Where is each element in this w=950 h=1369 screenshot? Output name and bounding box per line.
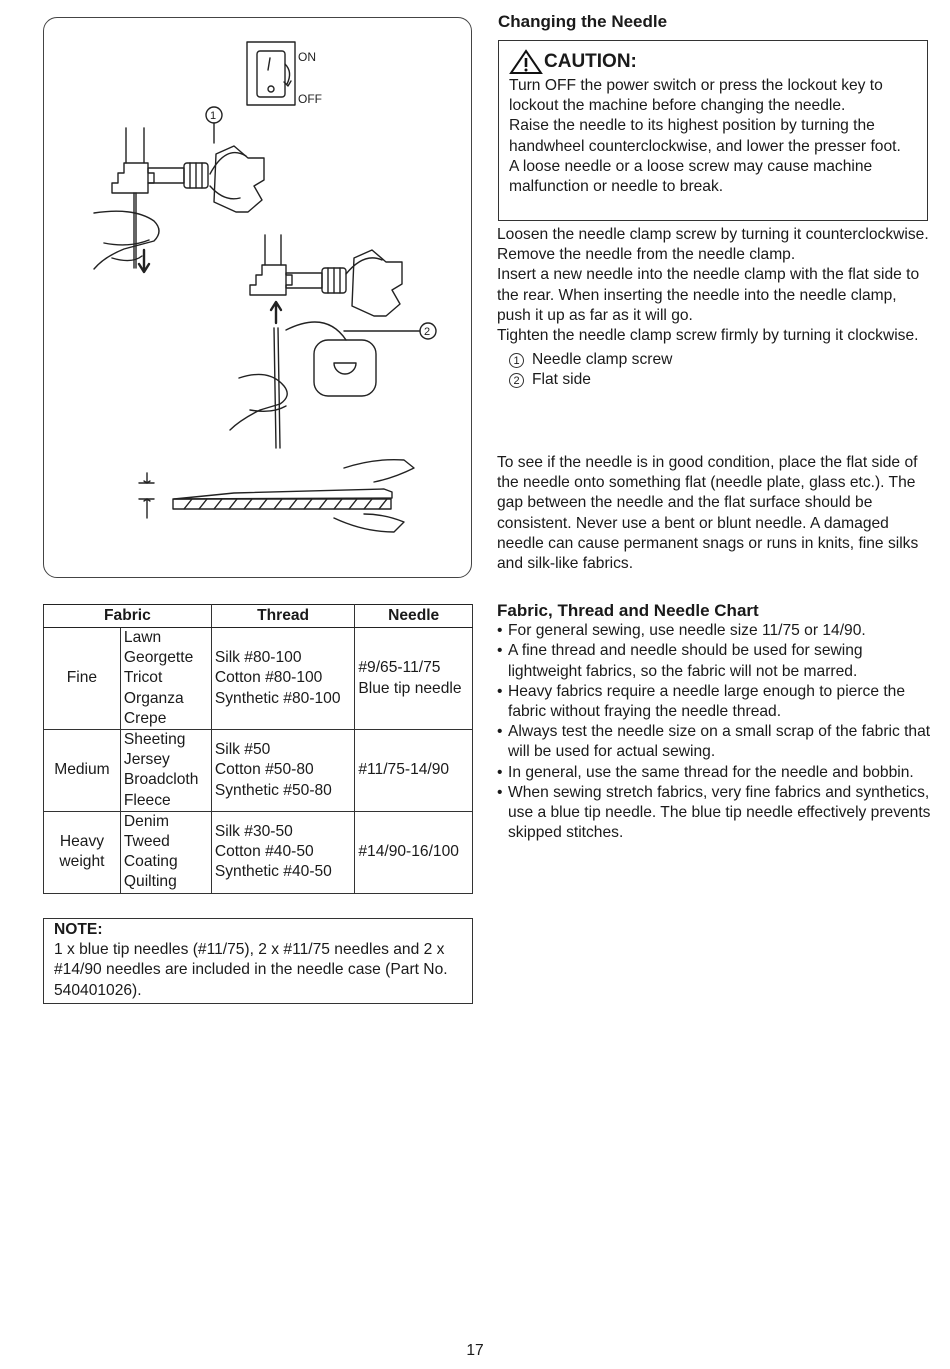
fabric-name: Organza xyxy=(123,689,184,707)
needle-condition-text xyxy=(497,453,932,574)
note-text: 1 x blue tip needles (#11/75), 2 x #11/75 needles and 2 x #14/90 needles are included in the needle case (Part No. 540401026). xyxy=(54,941,448,999)
list-item: • Always test the needle size on a small scrap of the fabric that will be used for actual sewing. xyxy=(497,722,933,762)
header-needle: Needle xyxy=(355,605,473,628)
fabric-name: Quilting xyxy=(123,873,177,891)
table-row xyxy=(44,628,473,730)
caution-text-3: A loose needle or a loose screw may cause machine malfunction or needle to break. xyxy=(509,157,873,196)
chart-section-title: Fabric, Thread and Needle Chart xyxy=(497,601,759,620)
needle-cell xyxy=(355,811,473,893)
needle-spec: #14/90-16/100 xyxy=(358,843,459,861)
needle-illustration-panel xyxy=(43,17,472,578)
caution-text-1: Turn OFF the power switch or press the lockout key to lockout the machine before changing the needle. xyxy=(509,77,883,115)
thread-spec: Silk #80-100 xyxy=(214,649,302,667)
fabric-name: Tweed xyxy=(123,833,170,851)
weight-cell xyxy=(44,811,121,893)
switch-off-label: OFF xyxy=(298,92,322,106)
caution-text-2: Raise the needle to its highest position by turning the handwheel counterclockwise, and lower the presser foot. xyxy=(509,117,901,155)
caution-title: CAUTION: xyxy=(544,50,637,72)
legend-item xyxy=(509,370,929,390)
caution-heading xyxy=(509,49,917,75)
fabric-thread-needle-table xyxy=(43,604,473,894)
chart-bullet-list xyxy=(497,621,933,843)
fabric-name: Sheeting xyxy=(123,731,186,749)
fabric-name: Jersey xyxy=(123,751,170,769)
caution-box xyxy=(498,40,928,221)
table-row xyxy=(44,730,473,812)
power-switch-icon xyxy=(247,42,295,105)
chart-section xyxy=(497,601,933,843)
callout-1-number: 1 xyxy=(210,110,217,122)
section-title-changing-needle: Changing the Needle xyxy=(498,12,668,31)
needle-cell xyxy=(355,730,473,812)
header-fabric: Fabric xyxy=(44,605,212,628)
fabric-name: Coating xyxy=(123,853,178,871)
warning-triangle-icon xyxy=(509,49,543,75)
fabric-name: Fleece xyxy=(123,791,171,809)
thread-spec: Cotton #50-80 xyxy=(214,761,314,779)
fabric-name: Georgette xyxy=(123,649,194,667)
thread-spec: Silk #50 xyxy=(214,741,271,759)
note-title: NOTE: xyxy=(54,921,103,938)
thread-spec: Cotton #80-100 xyxy=(214,669,323,687)
legend-label: Needle clamp screw xyxy=(532,351,673,369)
thread-spec: Silk #30-50 xyxy=(214,822,293,840)
thread-cell xyxy=(211,811,355,893)
list-item: • For general sewing, use needle size 11/75 or 14/90. xyxy=(497,621,933,641)
thread-spec: Synthetic #80-100 xyxy=(214,689,341,707)
weight-cell: Fine xyxy=(44,628,121,730)
needle-cell xyxy=(355,628,473,730)
step-1: Loosen the needle clamp screw by turning it counterclockwise. Remove the needle from the needle clamp. xyxy=(497,226,929,264)
legend xyxy=(497,350,929,390)
switch-on-label: ON xyxy=(298,50,316,64)
fabrics-cell xyxy=(120,811,211,893)
table-header-row xyxy=(44,605,473,628)
weight-cell: Medium xyxy=(44,730,121,812)
thread-spec: Synthetic #40-50 xyxy=(214,863,332,881)
needle-spec: #9/65-11/75 xyxy=(358,659,441,677)
note-box xyxy=(43,918,473,1004)
fabrics-cell xyxy=(120,730,211,812)
legend-number: 1 xyxy=(509,353,524,368)
header-thread: Thread xyxy=(211,605,355,628)
callout-2-number: 2 xyxy=(424,326,431,338)
step-2: Insert a new needle into the needle clamp with the flat side to the rear. When inserting the needle into the needle clamp, push it up as far as it will go. xyxy=(497,266,920,324)
needle-change-steps xyxy=(497,225,929,391)
list-item: • Heavy fabrics require a needle large enough to pierce the fabric without fraying the needle thread. xyxy=(497,682,933,722)
table-row xyxy=(44,811,473,893)
list-item: • A fine thread and needle should be used for sewing lightweight fabrics, so the fabric will not be marred. xyxy=(497,641,933,681)
fabrics-cell xyxy=(120,628,211,730)
fabric-name: Tricot xyxy=(123,669,163,687)
thread-spec: Synthetic #50-80 xyxy=(214,781,332,799)
needle-flat-check-illustration xyxy=(139,460,414,532)
fabric-name: Lawn xyxy=(123,629,162,646)
needle-clamp-illustration-1 xyxy=(94,128,264,272)
needle-change-illustration xyxy=(44,18,473,579)
weight-label: weight xyxy=(59,853,105,871)
fabric-name: Denim xyxy=(123,812,169,830)
fabric-name: Broadcloth xyxy=(123,771,199,789)
legend-item xyxy=(509,350,929,370)
needle-spec: #11/75-14/90 xyxy=(358,761,450,779)
thread-cell xyxy=(211,730,355,812)
needle-condition-paragraph: To see if the needle is in good condition, place the flat side of the needle onto something flat (needle plate, glass etc.). The gap between the needle and the flat surface should be consistent. Never use a bent or blunt needle. A damaged needle can cause permanent snags or runs in knits, fine silks and silk-like fabrics. xyxy=(497,454,919,573)
list-item: • In general, use the same thread for the needle and bobbin. xyxy=(497,763,933,783)
list-item: • When sewing stretch fabrics, very fine fabrics and synthetics, use a blue tip needle. The blue tip needle effectively prevents skipped stitches. xyxy=(497,783,933,844)
page-number: 17 xyxy=(466,1342,484,1359)
fabric-name: Crepe xyxy=(123,709,167,727)
thread-cell xyxy=(211,628,355,730)
needle-clamp-illustration-2 xyxy=(230,235,402,448)
weight-label: Heavy xyxy=(59,833,105,851)
thread-spec: Cotton #40-50 xyxy=(214,843,314,861)
step-3: Tighten the needle clamp screw firmly by turning it clockwise. xyxy=(497,327,919,345)
legend-label: Flat side xyxy=(532,371,591,389)
needle-spec: Blue tip needle xyxy=(358,679,462,697)
legend-number: 2 xyxy=(509,373,524,388)
